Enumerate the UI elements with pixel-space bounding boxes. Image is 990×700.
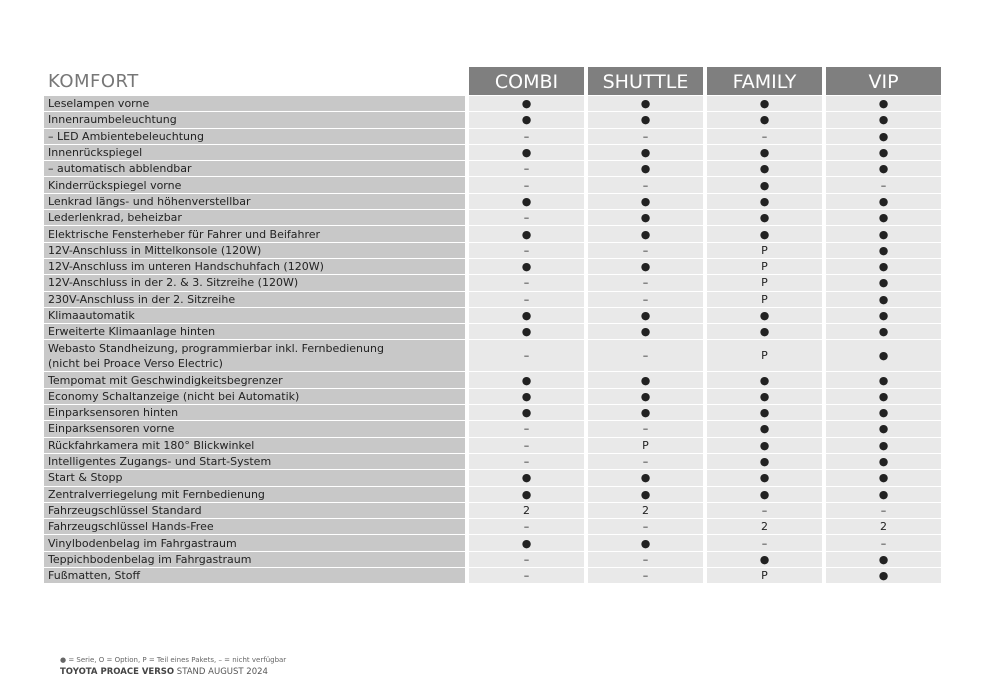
feature-label: 230V-Anschluss in der 2. Sitzreihe [44, 292, 465, 307]
cell-shuttle: – [588, 519, 703, 534]
cell-shuttle: – [588, 421, 703, 436]
cell-family: – [707, 535, 822, 550]
cell-family: P [707, 259, 822, 274]
cell-family: ● [707, 552, 822, 567]
cell-vip: ● [826, 389, 941, 404]
feature-label: Economy Schaltanzeige (nicht bei Automatik) [44, 389, 465, 404]
cell-vip: ● [826, 454, 941, 469]
cell-family: ● [707, 324, 822, 339]
cell-combi: – [469, 292, 584, 307]
cell-shuttle: ● [588, 405, 703, 420]
table-row [44, 112, 942, 127]
table-row [44, 259, 942, 274]
cell-family: ● [707, 405, 822, 420]
cell-shuttle: P [588, 438, 703, 453]
cell-family: ● [707, 308, 822, 323]
table-row [44, 129, 942, 144]
cell-combi: – [469, 210, 584, 225]
cell-shuttle: ● [588, 145, 703, 160]
legend: ● = Serie, O = Option, P = Teil eines Pakets, – = nicht verfügbar [60, 656, 287, 664]
table-row [44, 96, 942, 111]
table-row [44, 177, 942, 192]
cell-vip: ● [826, 405, 941, 420]
cell-family: ● [707, 470, 822, 485]
table-row [44, 210, 942, 225]
table-header [44, 67, 942, 95]
feature-label: Vinylbodenbelag im Fahrgastraum [44, 535, 465, 550]
feature-label: Leselampen vorne [44, 96, 465, 111]
cell-vip: – [826, 503, 941, 518]
cell-shuttle: – [588, 454, 703, 469]
feature-label: Elektrische Fensterheber für Fahrer und Beifahrer [44, 226, 465, 241]
cell-shuttle: ● [588, 259, 703, 274]
cell-combi: – [469, 177, 584, 192]
cell-vip: ● [826, 487, 941, 502]
feature-label-line2: (nicht bei Proace Verso Electric) [48, 356, 223, 370]
cell-shuttle: – [588, 177, 703, 192]
cell-combi: – [469, 568, 584, 583]
section-title: KOMFORT [48, 71, 139, 92]
table-body [44, 96, 942, 583]
brand-line [60, 667, 286, 677]
table-row [44, 405, 942, 420]
table-row [44, 340, 942, 371]
feature-label: Tempomat mit Geschwindigkeitsbegrenzer [44, 372, 465, 387]
table-row [44, 438, 942, 453]
cell-family: ● [707, 226, 822, 241]
cell-vip: ● [826, 145, 941, 160]
cell-vip: ● [826, 340, 941, 371]
cell-shuttle: – [588, 129, 703, 144]
cell-family: ● [707, 487, 822, 502]
cell-shuttle: ● [588, 226, 703, 241]
cell-shuttle: – [588, 275, 703, 290]
cell-vip: ● [826, 372, 941, 387]
feature-label: Zentralverriegelung mit Fernbedienung [44, 487, 465, 502]
feature-label: Intelligentes Zugangs- und Start-System [44, 454, 465, 469]
cell-vip: ● [826, 568, 941, 583]
cell-combi: – [469, 421, 584, 436]
cell-combi: ● [469, 405, 584, 420]
cell-shuttle: – [588, 243, 703, 258]
cell-combi: ● [469, 487, 584, 502]
feature-label: 12V-Anschluss in der 2. & 3. Sitzreihe (120W) [44, 275, 465, 290]
cell-combi: ● [469, 145, 584, 160]
cell-family: ● [707, 96, 822, 111]
brand-date: STAND AUGUST 2024 [174, 667, 268, 677]
table-row [44, 243, 942, 258]
table-row [44, 161, 942, 176]
cell-combi: ● [469, 535, 584, 550]
table-row [44, 470, 942, 485]
feature-label: 12V-Anschluss in Mittelkonsole (120W) [44, 243, 465, 258]
cell-shuttle: ● [588, 470, 703, 485]
cell-vip: ● [826, 470, 941, 485]
cell-vip: – [826, 177, 941, 192]
feature-label: Klimaautomatik [44, 308, 465, 323]
cell-shuttle: ● [588, 96, 703, 111]
cell-vip: ● [826, 552, 941, 567]
cell-vip: ● [826, 275, 941, 290]
feature-label: Einparksensoren hinten [44, 405, 465, 420]
cell-shuttle: ● [588, 112, 703, 127]
cell-shuttle: ● [588, 389, 703, 404]
cell-vip: ● [826, 112, 941, 127]
cell-shuttle: ● [588, 210, 703, 225]
table-row [44, 145, 942, 160]
cell-combi: ● [469, 226, 584, 241]
cell-vip: ● [826, 226, 941, 241]
feature-label: Erweiterte Klimaanlage hinten [44, 324, 465, 339]
cell-combi: – [469, 552, 584, 567]
comfort-table [44, 67, 942, 584]
cell-shuttle: – [588, 340, 703, 371]
cell-family: – [707, 503, 822, 518]
feature-label: Rückfahrkamera mit 180° Blickwinkel [44, 438, 465, 453]
cell-vip: ● [826, 438, 941, 453]
cell-shuttle: – [588, 552, 703, 567]
cell-combi: – [469, 243, 584, 258]
cell-shuttle: ● [588, 194, 703, 209]
cell-combi: – [469, 129, 584, 144]
cell-combi: – [469, 519, 584, 534]
cell-combi: – [469, 275, 584, 290]
feature-label: Lederlenkrad, beheizbar [44, 210, 465, 225]
cell-family: ● [707, 389, 822, 404]
table-row [44, 389, 942, 404]
cell-shuttle: ● [588, 324, 703, 339]
cell-shuttle: ● [588, 161, 703, 176]
cell-shuttle: – [588, 292, 703, 307]
cell-family: ● [707, 438, 822, 453]
cell-vip: ● [826, 421, 941, 436]
cell-vip: ● [826, 324, 941, 339]
cell-shuttle: ● [588, 372, 703, 387]
cell-family: P [707, 568, 822, 583]
feature-label: Einparksensoren vorne [44, 421, 465, 436]
feature-label: 12V-Anschluss im unteren Handschuhfach (120W) [44, 259, 465, 274]
cell-combi: ● [469, 470, 584, 485]
feature-label: Teppichbodenbelag im Fahrgastraum [44, 552, 465, 567]
table-row [44, 552, 942, 567]
cell-combi: 2 [469, 503, 584, 518]
table-row [44, 519, 942, 534]
feature-label: – LED Ambientebeleuchtung [44, 129, 465, 144]
cell-combi: – [469, 161, 584, 176]
cell-shuttle: ● [588, 487, 703, 502]
table-row [44, 421, 942, 436]
table-row [44, 372, 942, 387]
cell-combi: ● [469, 259, 584, 274]
table-row [44, 503, 942, 518]
cell-vip: 2 [826, 519, 941, 534]
cell-family: – [707, 129, 822, 144]
cell-family: ● [707, 210, 822, 225]
cell-vip: – [826, 535, 941, 550]
cell-vip: ● [826, 129, 941, 144]
table-row [44, 487, 942, 502]
table-row [44, 194, 942, 209]
cell-vip: ● [826, 292, 941, 307]
cell-vip: ● [826, 161, 941, 176]
cell-combi: ● [469, 96, 584, 111]
cell-vip: ● [826, 243, 941, 258]
cell-vip: ● [826, 194, 941, 209]
feature-label-line1: Webasto Standheizung, programmierbar inkl. Fernbedienung [48, 341, 384, 355]
table-row [44, 535, 942, 550]
cell-family: ● [707, 421, 822, 436]
column-header-shuttle: SHUTTLE [588, 67, 703, 95]
cell-vip: ● [826, 308, 941, 323]
cell-shuttle: 2 [588, 503, 703, 518]
feature-label: Kinderrückspiegel vorne [44, 177, 465, 192]
cell-family: P [707, 243, 822, 258]
cell-shuttle: ● [588, 535, 703, 550]
cell-combi: – [469, 438, 584, 453]
feature-label: Fußmatten, Stoff [44, 568, 465, 583]
cell-shuttle: ● [588, 308, 703, 323]
column-header-family: FAMILY [707, 67, 822, 95]
cell-family: 2 [707, 519, 822, 534]
feature-label [44, 340, 465, 371]
cell-family: ● [707, 194, 822, 209]
cell-family: P [707, 340, 822, 371]
cell-vip: ● [826, 259, 941, 274]
feature-label: Innenraumbeleuchtung [44, 112, 465, 127]
footer [60, 656, 286, 677]
cell-vip: ● [826, 96, 941, 111]
cell-family: ● [707, 145, 822, 160]
table-row [44, 324, 942, 339]
table-row [44, 454, 942, 469]
column-header-vip: VIP [826, 67, 941, 95]
cell-family: ● [707, 454, 822, 469]
cell-family: P [707, 275, 822, 290]
table-row [44, 275, 942, 290]
table-row [44, 308, 942, 323]
cell-combi: ● [469, 389, 584, 404]
column-header-combi: COMBI [469, 67, 584, 95]
cell-combi: – [469, 340, 584, 371]
brand-name: TOYOTA PROACE VERSO [60, 667, 175, 677]
cell-family: ● [707, 112, 822, 127]
cell-family: ● [707, 177, 822, 192]
feature-label: – automatisch abblendbar [44, 161, 465, 176]
cell-combi: – [469, 454, 584, 469]
feature-label: Start & Stopp [44, 470, 465, 485]
feature-label: Fahrzeugschlüssel Standard [44, 503, 465, 518]
feature-label: Lenkrad längs- und höhenverstellbar [44, 194, 465, 209]
cell-family: P [707, 292, 822, 307]
cell-shuttle: – [588, 568, 703, 583]
cell-combi: ● [469, 308, 584, 323]
feature-label: Innenrückspiegel [44, 145, 465, 160]
cell-combi: ● [469, 324, 584, 339]
cell-combi: ● [469, 112, 584, 127]
feature-label: Fahrzeugschlüssel Hands-Free [44, 519, 465, 534]
table-row [44, 568, 942, 583]
table-row [44, 292, 942, 307]
cell-family: ● [707, 372, 822, 387]
table-row [44, 226, 942, 241]
cell-family: ● [707, 161, 822, 176]
cell-combi: ● [469, 194, 584, 209]
cell-vip: ● [826, 210, 941, 225]
cell-combi: ● [469, 372, 584, 387]
